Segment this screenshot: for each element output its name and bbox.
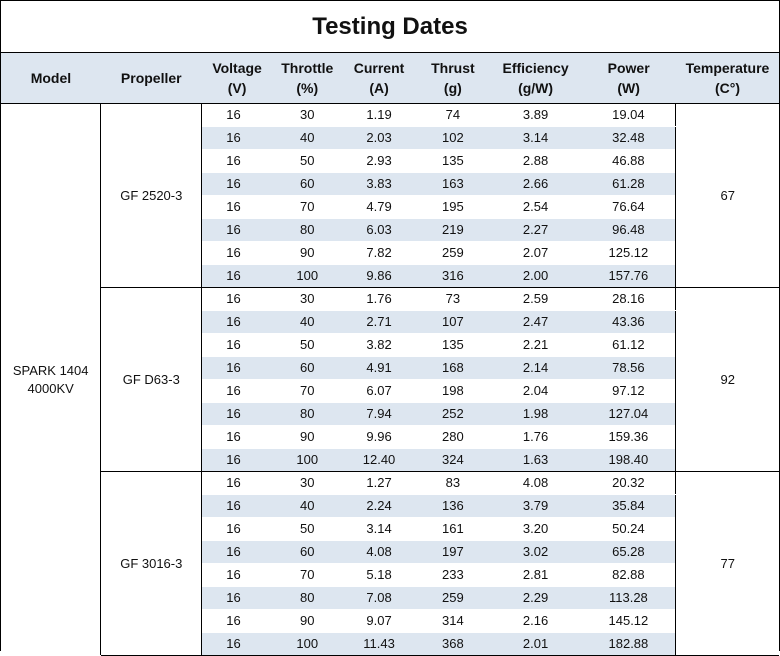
efficiency-cell: 3.20: [490, 518, 582, 541]
throttle-cell: 30: [272, 104, 342, 127]
propeller-cell: GF 3016-3: [101, 472, 202, 656]
efficiency-cell: 1.98: [490, 403, 582, 426]
power-cell: 82.88: [581, 564, 676, 587]
thrust-cell: 102: [416, 127, 490, 150]
temperature-cell: 92: [676, 288, 779, 472]
efficiency-cell: 2.29: [490, 587, 582, 610]
throttle-cell: 50: [272, 334, 342, 357]
current-cell: 9.07: [342, 610, 416, 633]
throttle-cell: 100: [272, 633, 342, 656]
power-cell: 125.12: [581, 242, 676, 265]
voltage-cell: 16: [202, 334, 273, 357]
current-cell: 11.43: [342, 633, 416, 656]
power-cell: 50.24: [581, 518, 676, 541]
header-efficiency: Efficiency (g/W): [490, 53, 582, 104]
throttle-cell: 80: [272, 403, 342, 426]
voltage-cell: 16: [202, 288, 273, 311]
power-cell: 78.56: [581, 357, 676, 380]
power-cell: 61.28: [581, 173, 676, 196]
thrust-cell: 219: [416, 219, 490, 242]
throttle-cell: 70: [272, 564, 342, 587]
throttle-cell: 40: [272, 127, 342, 150]
thrust-cell: 161: [416, 518, 490, 541]
current-cell: 7.94: [342, 403, 416, 426]
voltage-cell: 16: [202, 633, 273, 656]
voltage-cell: 16: [202, 265, 273, 288]
efficiency-cell: 2.88: [490, 150, 582, 173]
header-temperature: Temperature (C°): [676, 53, 779, 104]
current-cell: 2.71: [342, 311, 416, 334]
efficiency-cell: 2.27: [490, 219, 582, 242]
current-cell: 12.40: [342, 449, 416, 472]
thrust-cell: 280: [416, 426, 490, 449]
voltage-cell: 16: [202, 518, 273, 541]
thrust-cell: 168: [416, 357, 490, 380]
temperature-cell: 77: [676, 472, 779, 656]
header-power: Power (W): [581, 53, 676, 104]
voltage-cell: 16: [202, 610, 273, 633]
current-cell: 6.03: [342, 219, 416, 242]
voltage-cell: 16: [202, 564, 273, 587]
thrust-cell: 135: [416, 334, 490, 357]
throttle-cell: 90: [272, 242, 342, 265]
throttle-cell: 70: [272, 380, 342, 403]
voltage-cell: 16: [202, 380, 273, 403]
current-cell: 2.03: [342, 127, 416, 150]
propeller-cell: GF D63-3: [101, 288, 202, 472]
efficiency-cell: 2.54: [490, 196, 582, 219]
voltage-cell: 16: [202, 219, 273, 242]
power-cell: 145.12: [581, 610, 676, 633]
thrust-cell: 83: [416, 472, 490, 495]
thrust-cell: 252: [416, 403, 490, 426]
efficiency-cell: 2.16: [490, 610, 582, 633]
power-cell: 182.88: [581, 633, 676, 656]
thrust-cell: 197: [416, 541, 490, 564]
table-row: [1, 288, 779, 311]
throttle-cell: 60: [272, 541, 342, 564]
current-cell: 4.08: [342, 541, 416, 564]
throttle-cell: 100: [272, 265, 342, 288]
power-cell: 127.04: [581, 403, 676, 426]
power-cell: 96.48: [581, 219, 676, 242]
model-cell: [1, 104, 101, 656]
voltage-cell: 16: [202, 357, 273, 380]
current-cell: 1.76: [342, 288, 416, 311]
testing-data-table: [1, 53, 779, 656]
efficiency-cell: 3.89: [490, 104, 582, 127]
current-cell: 3.14: [342, 518, 416, 541]
efficiency-cell: 2.07: [490, 242, 582, 265]
thrust-cell: 73: [416, 288, 490, 311]
efficiency-cell: 2.59: [490, 288, 582, 311]
thrust-cell: 324: [416, 449, 490, 472]
header-thrust: Thrust (g): [416, 53, 490, 104]
voltage-cell: 16: [202, 150, 273, 173]
current-cell: 9.86: [342, 265, 416, 288]
thrust-cell: 259: [416, 242, 490, 265]
power-cell: 76.64: [581, 196, 676, 219]
power-cell: 65.28: [581, 541, 676, 564]
throttle-cell: 30: [272, 288, 342, 311]
power-cell: 28.16: [581, 288, 676, 311]
temperature-cell: 67: [676, 104, 779, 288]
throttle-cell: 80: [272, 587, 342, 610]
efficiency-cell: 3.02: [490, 541, 582, 564]
thrust-cell: 107: [416, 311, 490, 334]
efficiency-cell: 2.00: [490, 265, 582, 288]
voltage-cell: 16: [202, 495, 273, 518]
table-row: [1, 472, 779, 495]
thrust-cell: 74: [416, 104, 490, 127]
power-cell: 20.32: [581, 472, 676, 495]
throttle-cell: 40: [272, 495, 342, 518]
throttle-cell: 40: [272, 311, 342, 334]
efficiency-cell: 1.76: [490, 426, 582, 449]
efficiency-cell: 2.81: [490, 564, 582, 587]
efficiency-cell: 2.01: [490, 633, 582, 656]
efficiency-cell: 2.21: [490, 334, 582, 357]
current-cell: 9.96: [342, 426, 416, 449]
current-cell: 1.27: [342, 472, 416, 495]
current-cell: 1.19: [342, 104, 416, 127]
voltage-cell: 16: [202, 127, 273, 150]
header-throttle: Throttle (%): [272, 53, 342, 104]
power-cell: 46.88: [581, 150, 676, 173]
model-name-line: SPARK 1404: [12, 362, 89, 378]
throttle-cell: 50: [272, 518, 342, 541]
throttle-cell: 60: [272, 357, 342, 380]
header-row: [1, 53, 779, 104]
efficiency-cell: 3.79: [490, 495, 582, 518]
voltage-cell: 16: [202, 242, 273, 265]
thrust-cell: 135: [416, 150, 490, 173]
power-cell: 113.28: [581, 587, 676, 610]
power-cell: 32.48: [581, 127, 676, 150]
throttle-cell: 100: [272, 449, 342, 472]
power-cell: 97.12: [581, 380, 676, 403]
header-current: Current (A): [342, 53, 416, 104]
current-cell: 3.82: [342, 334, 416, 357]
current-cell: 7.82: [342, 242, 416, 265]
voltage-cell: 16: [202, 173, 273, 196]
current-cell: 6.07: [342, 380, 416, 403]
current-cell: 5.18: [342, 564, 416, 587]
power-cell: 43.36: [581, 311, 676, 334]
current-cell: 4.91: [342, 357, 416, 380]
power-cell: 159.36: [581, 426, 676, 449]
voltage-cell: 16: [202, 541, 273, 564]
voltage-cell: 16: [202, 449, 273, 472]
thrust-cell: 233: [416, 564, 490, 587]
header-voltage: Voltage (V): [202, 53, 273, 104]
efficiency-cell: 2.47: [490, 311, 582, 334]
throttle-cell: 60: [272, 173, 342, 196]
current-cell: 2.24: [342, 495, 416, 518]
header-model: Model: [1, 53, 101, 104]
throttle-cell: 90: [272, 610, 342, 633]
power-cell: 19.04: [581, 104, 676, 127]
thrust-cell: 259: [416, 587, 490, 610]
current-cell: 3.83: [342, 173, 416, 196]
efficiency-cell: 2.66: [490, 173, 582, 196]
voltage-cell: 16: [202, 104, 273, 127]
power-cell: 61.12: [581, 334, 676, 357]
power-cell: 157.76: [581, 265, 676, 288]
thrust-cell: 163: [416, 173, 490, 196]
throttle-cell: 70: [272, 196, 342, 219]
efficiency-cell: 1.63: [490, 449, 582, 472]
thrust-cell: 198: [416, 380, 490, 403]
current-cell: 4.79: [342, 196, 416, 219]
thrust-cell: 368: [416, 633, 490, 656]
current-cell: 2.93: [342, 150, 416, 173]
efficiency-cell: 4.08: [490, 472, 582, 495]
thrust-cell: 136: [416, 495, 490, 518]
header-propeller: Propeller: [101, 53, 202, 104]
voltage-cell: 16: [202, 472, 273, 495]
efficiency-cell: 3.14: [490, 127, 582, 150]
thrust-cell: 195: [416, 196, 490, 219]
throttle-cell: 50: [272, 150, 342, 173]
power-cell: 35.84: [581, 495, 676, 518]
sheet-title: Testing Dates: [1, 1, 779, 53]
propeller-cell: GF 2520-3: [101, 104, 202, 288]
thrust-cell: 314: [416, 610, 490, 633]
power-cell: 198.40: [581, 449, 676, 472]
throttle-cell: 80: [272, 219, 342, 242]
efficiency-cell: 2.14: [490, 357, 582, 380]
voltage-cell: 16: [202, 403, 273, 426]
model-name-line: 4000KV: [27, 380, 74, 396]
throttle-cell: 90: [272, 426, 342, 449]
efficiency-cell: 2.04: [490, 380, 582, 403]
voltage-cell: 16: [202, 196, 273, 219]
voltage-cell: 16: [202, 426, 273, 449]
throttle-cell: 30: [272, 472, 342, 495]
current-cell: 7.08: [342, 587, 416, 610]
voltage-cell: 16: [202, 587, 273, 610]
table-row: [1, 104, 779, 127]
table-body: [1, 104, 779, 656]
thrust-cell: 316: [416, 265, 490, 288]
voltage-cell: 16: [202, 311, 273, 334]
